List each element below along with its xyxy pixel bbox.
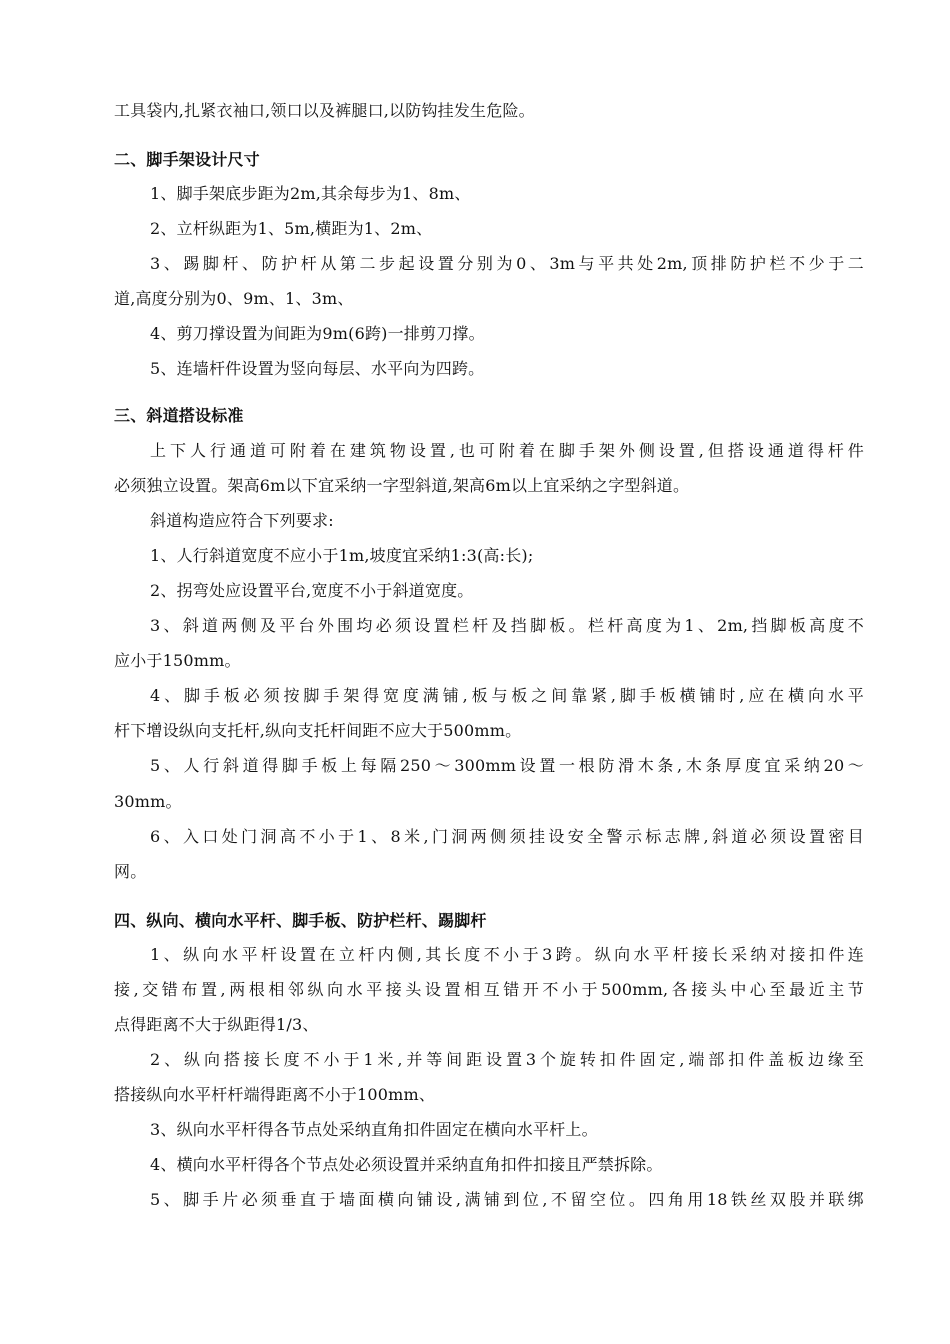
paragraph-line: 3、纵向水平杆得各节点处采纳直角扣件固定在横向水平杆上。 xyxy=(150,1120,598,1139)
paragraph-line: 接,交错布置,两根相邻纵向水平接头设置相互错开不小于500mm,各接头中心至最近主节 xyxy=(114,980,864,999)
paragraph-line: 2、立杆纵距为1、5m,横距为1、2m、 xyxy=(150,219,433,238)
paragraph-line: 4、横向水平杆得各个节点处必须设置并采纳直角扣件扣接且严禁拆除。 xyxy=(150,1155,663,1174)
section-heading-design-size: 二、脚手架设计尺寸 xyxy=(114,150,260,169)
paragraph-line: 3、踢脚杆、防护杆从第二步起设置分别为0、3m与平共处2m,顶排防护栏不少于二 xyxy=(150,254,864,273)
section-heading-ramp-standard: 三、斜道搭设标准 xyxy=(114,406,244,425)
paragraph-line: 2、拐弯处应设置平台,宽度不小于斜道宽度。 xyxy=(150,581,474,600)
paragraph-line: 5、连墙杆件设置为竖向每层、水平向为四跨。 xyxy=(150,359,485,378)
paragraph-line: 3、斜道两侧及平台外围均必须设置栏杆及挡脚板。栏杆高度为1、2m,挡脚板高度不 xyxy=(150,616,864,635)
paragraph-line: 4、剪刀撑设置为间距为9m(6跨)一排剪刀撑。 xyxy=(150,324,485,343)
paragraph-line: 应小于150mm。 xyxy=(114,651,241,670)
paragraph-line: 搭接纵向水平杆杆端得距离不小于100mm、 xyxy=(114,1085,436,1104)
paragraph-line: 30mm。 xyxy=(114,792,182,811)
paragraph-line: 6、入口处门洞高不小于1、8米,门洞两侧须挂设安全警示标志牌,斜道必须设置密目 xyxy=(150,827,864,846)
paragraph-line: 1、人行斜道宽度不应小于1m,坡度宜采纳1:3(高:长); xyxy=(150,546,534,565)
paragraph-line: 1、脚手架底步距为2m,其余每步为1、8m、 xyxy=(150,184,471,203)
paragraph-line: 斜道构造应符合下列要求: xyxy=(150,511,334,530)
paragraph-line: 1、纵向水平杆设置在立杆内侧,其长度不小于3跨。纵向水平杆接长采纳对接扣件连 xyxy=(150,945,864,964)
paragraph-line: 杆下增设纵向支托杆,纵向支托杆间距不应大于500mm。 xyxy=(114,721,522,740)
paragraph-line: 道,高度分别为0、9m、1、3m、 xyxy=(114,289,354,308)
paragraph-line: 4、脚手板必须按脚手架得宽度满铺,板与板之间靠紧,脚手板横铺时,应在横向水平 xyxy=(150,686,864,705)
paragraph-line: 必须独立设置。架高6m以下宜采纳一字型斜道,架高6m以上宜采纳之字型斜道。 xyxy=(114,476,690,495)
paragraph-line: 网。 xyxy=(114,862,147,881)
paragraph-line: 上下人行通道可附着在建筑物设置,也可附着在脚手架外侧设置,但搭设通道得杆件 xyxy=(150,441,864,460)
paragraph-line: 点得距离不大于纵距得1/3、 xyxy=(114,1015,319,1034)
section-heading-horizontal-bars: 四、纵向、横向水平杆、脚手板、防护栏杆、踢脚杆 xyxy=(114,911,487,930)
paragraph-line: 2、纵向搭接长度不小于1米,并等间距设置3个旋转扣件固定,端部扣件盖板边缘至 xyxy=(150,1050,864,1069)
paragraph-line: 5、脚手片必须垂直于墙面横向铺设,满铺到位,不留空位。四角用18铁丝双股并联绑 xyxy=(150,1190,864,1209)
paragraph-line: 5、人行斜道得脚手板上每隔250～300mm设置一根防滑木条,木条厚度宜采纳20～ xyxy=(150,756,864,775)
paragraph-line: 工具袋内,扎紧衣袖口,领口以及裤腿口,以防钩挂发生危险。 xyxy=(114,101,535,120)
